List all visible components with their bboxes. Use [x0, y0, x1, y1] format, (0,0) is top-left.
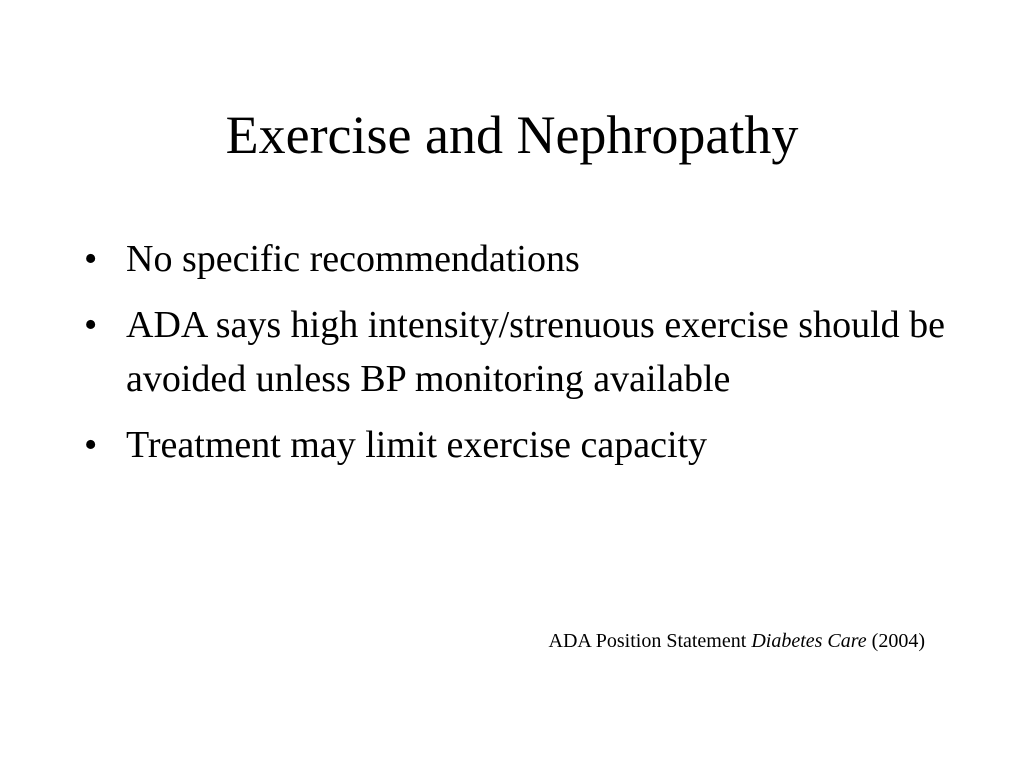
slide-title: Exercise and Nephropathy: [225, 105, 799, 165]
bullet-item: [84, 232, 964, 286]
bullet-item: [84, 298, 964, 406]
bullet-text: ADA says high intensity/strenuous exercise should be avoided unless BP monitoring available: [126, 304, 946, 400]
bullet-icon: •: [84, 424, 98, 466]
citation: [549, 627, 925, 655]
bullet-list: [84, 232, 964, 484]
citation-journal: Diabetes Care: [751, 630, 867, 652]
bullet-text: Treatment may limit exercise capacity: [126, 424, 708, 466]
bullet-icon: •: [84, 238, 98, 280]
bullet-text: No specific recommendations: [126, 238, 580, 280]
citation-prefix: ADA Position Statement: [548, 630, 752, 652]
bullet-icon: •: [84, 304, 98, 346]
citation-year: (2004): [866, 630, 925, 652]
bullet-item: [84, 418, 964, 472]
